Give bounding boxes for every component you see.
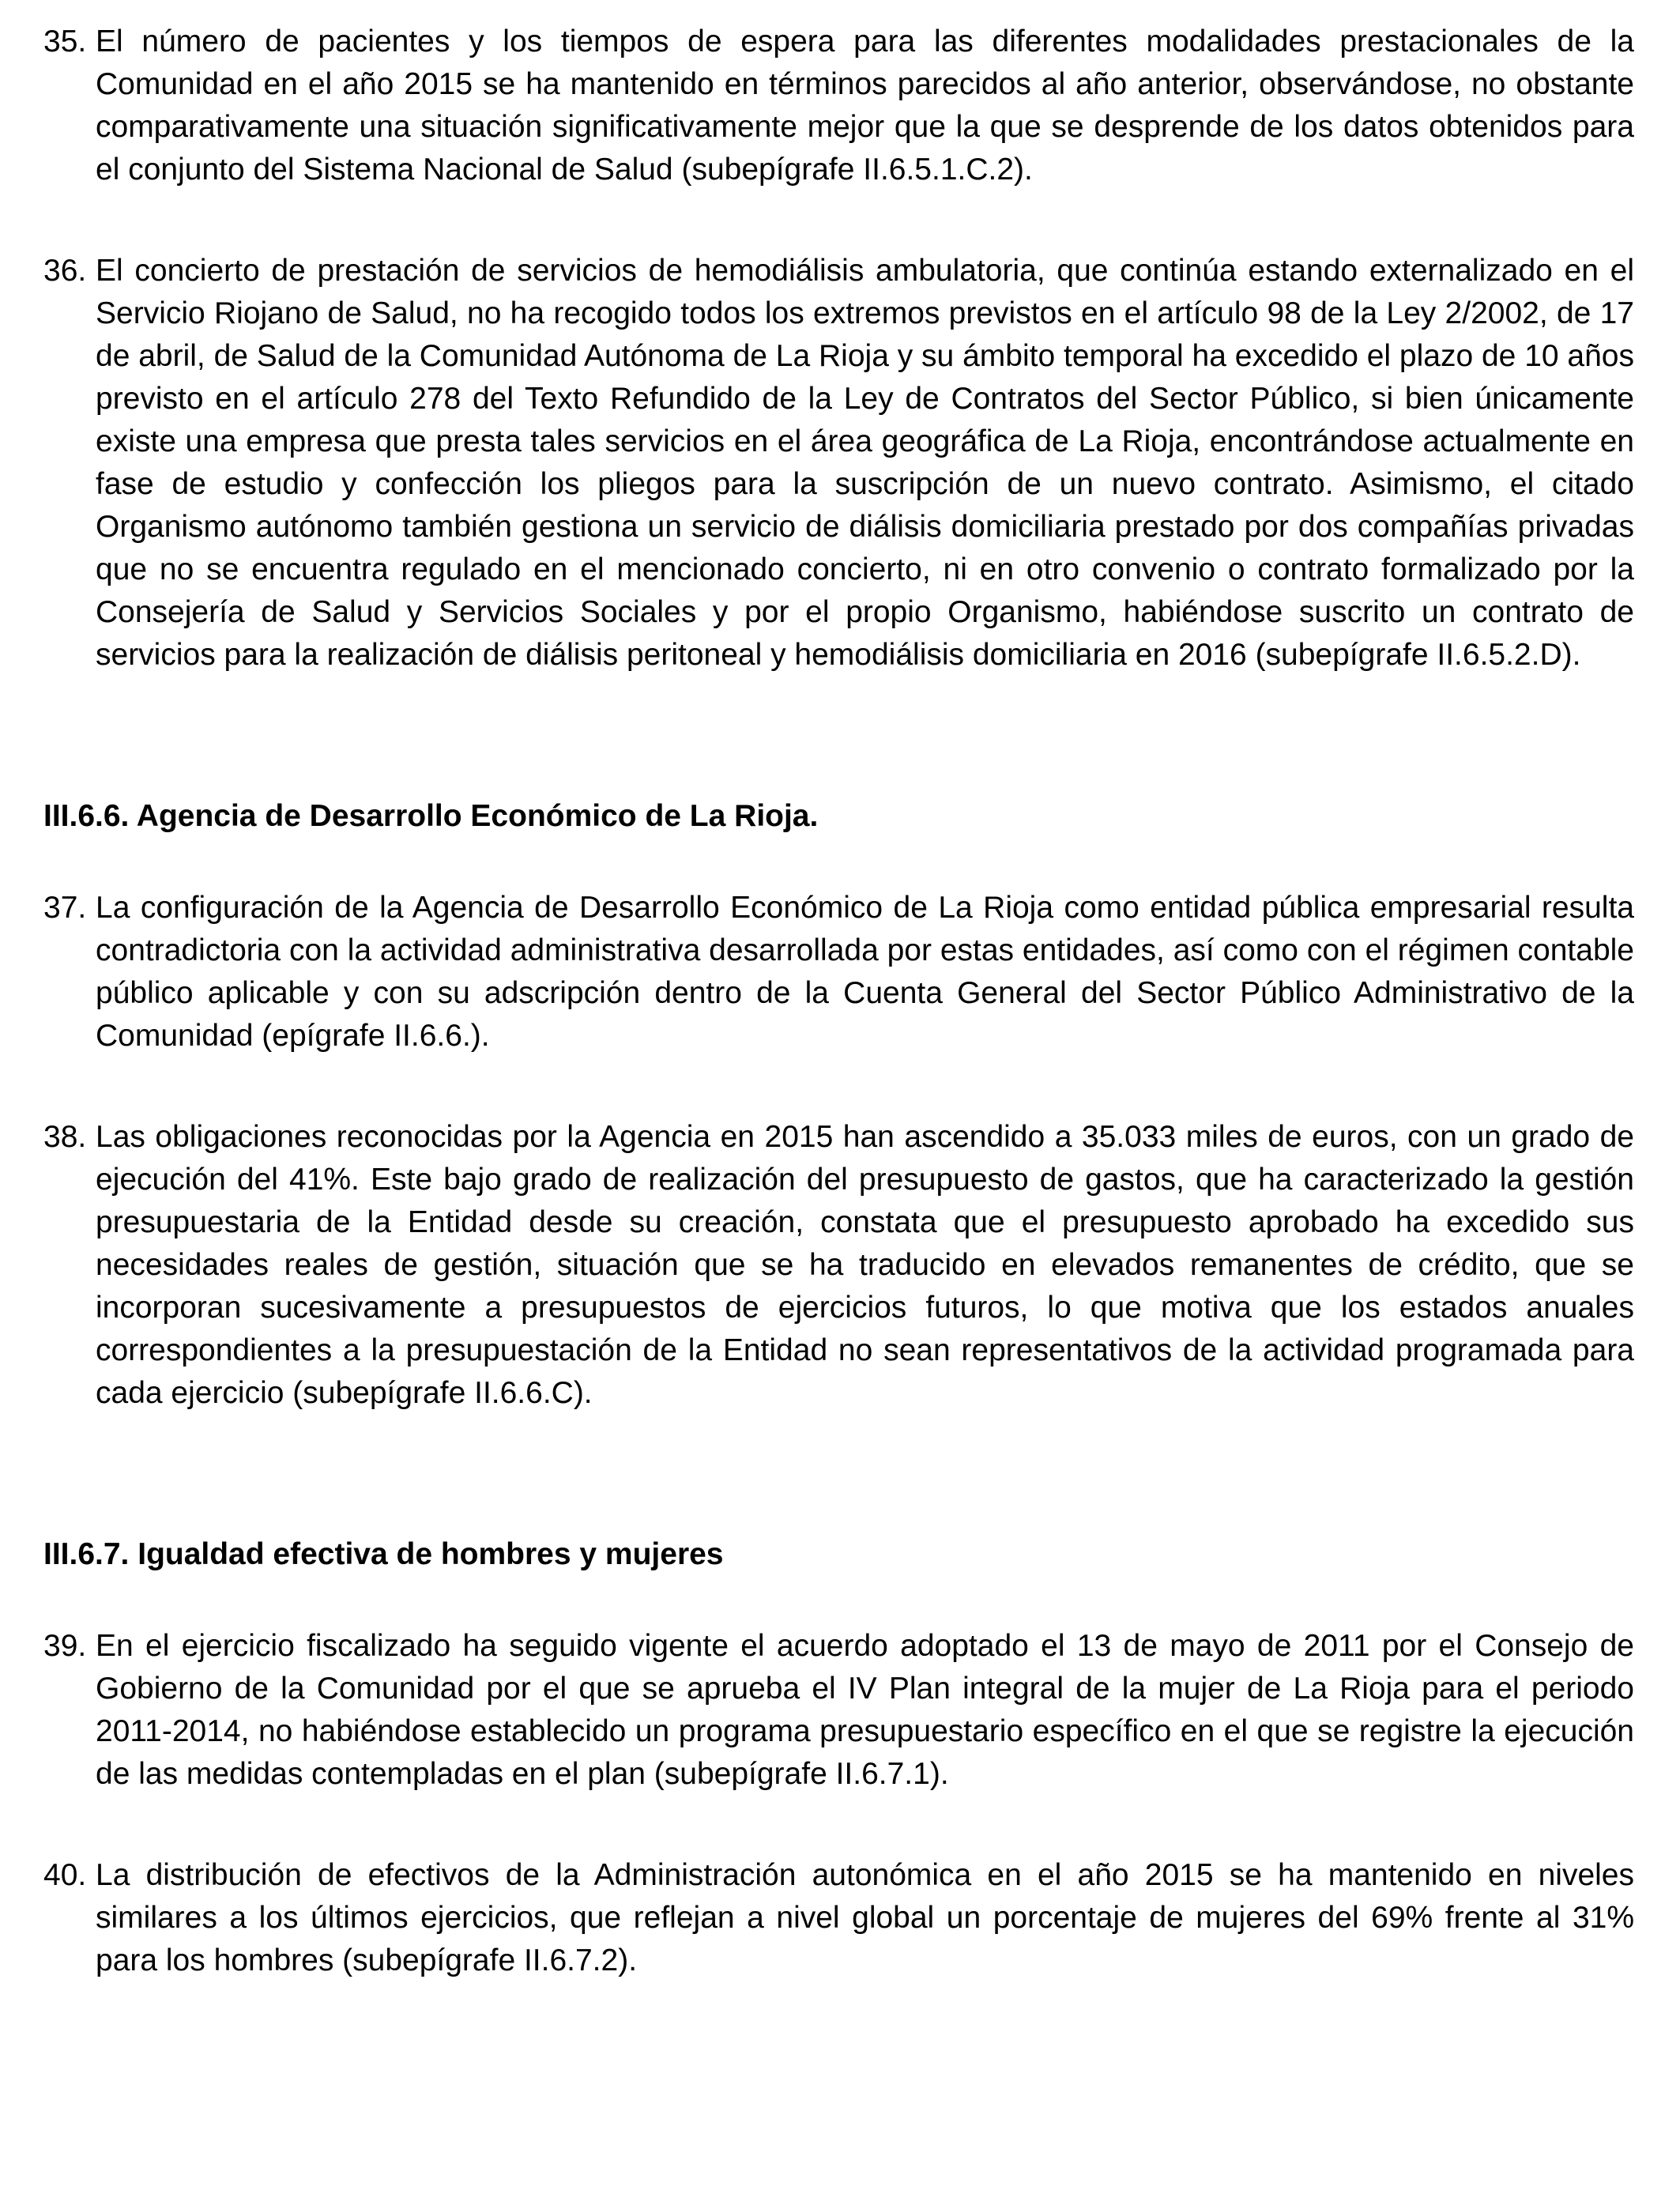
paragraph-36-number: 36.	[43, 254, 87, 288]
paragraph-35	[43, 21, 1634, 191]
section-heading-iii-6-7-text: III.6.7. Igualdad efectiva de hombres y mujeres	[43, 1537, 724, 1571]
section-heading-iii-6-6	[43, 795, 1634, 838]
paragraph-38-text: Las obligaciones reconocidas por la Agencia en 2015 han ascendido a 35.033 miles de euros, con un grado de ejecución del 41%. Este bajo grado de realización del presupuesto de gastos, que ha caracterizado la gestión presupuestaria de la Entidad desde su creación, constata que el presupuesto aprobado ha excedido sus necesidades reales de gestión, situación que se ha traducido en elevados remanentes de crédito, que se incorporan sucesivamente a presupuestos de ejercicios futuros, lo que motiva que los estados anuales correspondientes a la presupuestación de la Entidad no sean representativos de la actividad programada para cada ejercicio (subepígrafe II.6.6.C).	[96, 1120, 1634, 1410]
paragraph-37	[43, 887, 1634, 1057]
paragraph-39-text: En el ejercicio fiscalizado ha seguido vigente el acuerdo adoptado el 13 de mayo de 2011 por el Consejo de Gobierno de la Comunidad por el que se aprueba el IV Plan integral de la mujer de La Rioja para el periodo 2011-2014, no habiéndose establecido un programa presupuestario específico en el que se registre la ejecución de las medidas contempladas en el plan (subepígrafe II.6.7.1).	[96, 1629, 1634, 1791]
paragraph-37-text: La configuración de la Agencia de Desarrollo Económico de La Rioja como entidad pública empresarial resulta contradictoria con la actividad administrativa desarrollada por estas entidades, así como con el régimen contable público aplicable y con su adscripción dentro de la Cuenta General del Sector Público Administrativo de la Comunidad (epígrafe II.6.6.).	[96, 891, 1634, 1053]
paragraph-36	[43, 250, 1634, 677]
paragraph-39	[43, 1625, 1634, 1796]
paragraph-39-number: 39.	[43, 1629, 87, 1663]
paragraph-40-number: 40.	[43, 1858, 87, 1892]
section-heading-iii-6-6-text: III.6.6. Agencia de Desarrollo Económico de La Rioja.	[43, 799, 819, 833]
paragraph-35-text: El número de pacientes y los tiempos de espera para las diferentes modalidades prestacionales de la Comunidad en el año 2015 se ha mantenido en términos parecidos al año anterior, observándose, no obstante comparativamente una situación significativamente mejor que la que se desprende de los datos obtenidos para el conjunto del Sistema Nacional de Salud (subepígrafe II.6.5.1.C.2).	[96, 25, 1634, 187]
paragraph-36-text: El concierto de prestación de servicios de hemodiálisis ambulatoria, que continúa estando externalizado en el Servicio Riojano de Salud, no ha recogido todos los extremos previstos en el artículo 98 de la Ley 2/2002, de 17 de abril, de Salud de la Comunidad Autónoma de La Rioja y su ámbito temporal ha excedido el plazo de 10 años previsto en el artículo 278 del Texto Refundido de la Ley de Contratos del Sector Público, si bien únicamente existe una empresa que presta tales servicios en el área geográfica de La Rioja, encontrándose actualmente en fase de estudio y confección los pliegos para la suscripción de un nuevo contrato. Asimismo, el citado Organismo autónomo también gestiona un servicio de diálisis domiciliaria prestado por dos compañías privadas que no se encuentra regulado en el mencionado concierto, ni en otro convenio o contrato formalizado por la Consejería de Salud y Servicios Sociales y por el propio Organismo, habiéndose suscrito un contrato de servicios para la realización de diálisis peritoneal y hemodiálisis domiciliaria en 2016 (subepígrafe II.6.5.2.D).	[96, 254, 1634, 672]
paragraph-40-text: La distribución de efectivos de la Administración autonómica en el año 2015 se ha mantenido en niveles similares a los últimos ejercicios, que reflejan a nivel global un porcentaje de mujeres del 69% frente al 31% para los hombres (subepígrafe II.6.7.2).	[96, 1858, 1634, 1977]
section-heading-iii-6-7	[43, 1533, 1634, 1576]
paragraph-38-number: 38.	[43, 1120, 87, 1154]
paragraph-35-number: 35.	[43, 25, 87, 58]
paragraph-40	[43, 1854, 1634, 1982]
paragraph-38	[43, 1116, 1634, 1415]
paragraph-37-number: 37.	[43, 891, 87, 925]
